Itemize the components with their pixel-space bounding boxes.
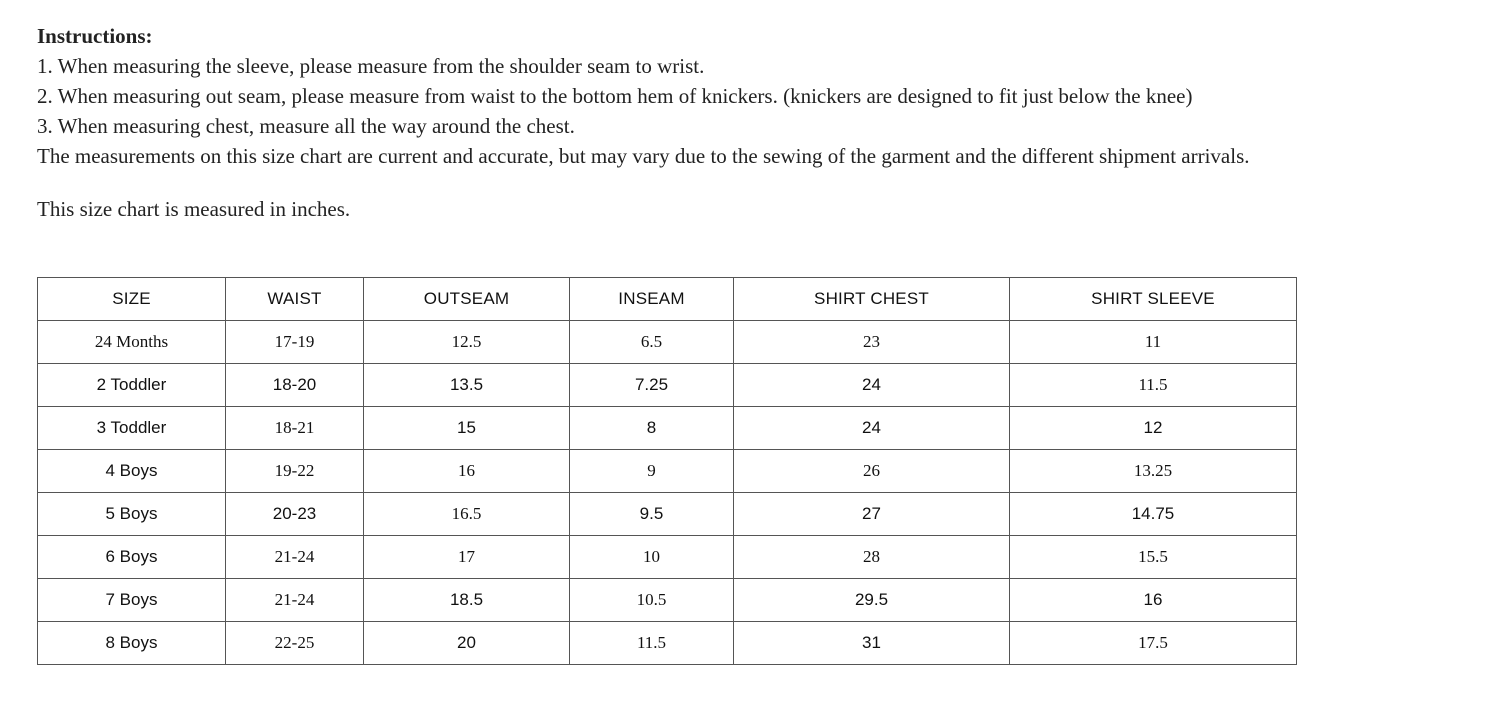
size-chart-table xyxy=(37,277,1297,665)
column-header-size: SIZE xyxy=(38,278,226,321)
instruction-line-sleeve: 1. When measuring the sleeve, please measure from the shoulder seam to wrist. xyxy=(37,54,705,78)
inseam-cell: 9 xyxy=(570,450,734,493)
inseam-cell: 11.5 xyxy=(570,622,734,665)
unit-note: This size chart is measured in inches. xyxy=(37,197,351,221)
shirt-chest-cell: 27 xyxy=(734,493,1010,536)
instructions-heading: Instructions: xyxy=(37,24,153,48)
inseam-cell: 10.5 xyxy=(570,579,734,622)
outseam-cell: 18.5 xyxy=(364,579,570,622)
shirt-sleeve-cell: 12 xyxy=(1010,407,1297,450)
size-cell: 8 Boys xyxy=(38,622,226,665)
inseam-cell: 7.25 xyxy=(570,364,734,407)
waist-cell: 22-25 xyxy=(226,622,364,665)
column-header-outseam: OUTSEAM xyxy=(364,278,570,321)
table-row xyxy=(38,450,1297,493)
waist-cell: 18-20 xyxy=(226,364,364,407)
shirt-sleeve-cell: 11.5 xyxy=(1010,364,1297,407)
shirt-sleeve-cell: 17.5 xyxy=(1010,622,1297,665)
waist-cell: 21-24 xyxy=(226,536,364,579)
table-row xyxy=(38,622,1297,665)
size-cell: 7 Boys xyxy=(38,579,226,622)
table-row xyxy=(38,493,1297,536)
outseam-cell: 16 xyxy=(364,450,570,493)
instructions-block xyxy=(37,21,1250,224)
instruction-line-outseam: 2. When measuring out seam, please measure from waist to the bottom hem of knickers. (knickers are designed to fit just below the knee) xyxy=(37,84,1193,108)
waist-cell: 21-24 xyxy=(226,579,364,622)
shirt-chest-cell: 26 xyxy=(734,450,1010,493)
shirt-chest-cell: 23 xyxy=(734,321,1010,364)
column-header-shirt-chest: SHIRT CHEST xyxy=(734,278,1010,321)
shirt-chest-cell: 29.5 xyxy=(734,579,1010,622)
outseam-cell: 16.5 xyxy=(364,493,570,536)
table-row xyxy=(38,364,1297,407)
column-header-inseam: INSEAM xyxy=(570,278,734,321)
inseam-cell: 6.5 xyxy=(570,321,734,364)
size-cell: 6 Boys xyxy=(38,536,226,579)
shirt-chest-cell: 31 xyxy=(734,622,1010,665)
outseam-cell: 17 xyxy=(364,536,570,579)
outseam-cell: 20 xyxy=(364,622,570,665)
size-cell: 2 Toddler xyxy=(38,364,226,407)
size-cell: 3 Toddler xyxy=(38,407,226,450)
shirt-sleeve-cell: 15.5 xyxy=(1010,536,1297,579)
size-cell: 24 Months xyxy=(38,321,226,364)
waist-cell: 19-22 xyxy=(226,450,364,493)
outseam-cell: 15 xyxy=(364,407,570,450)
shirt-chest-cell: 28 xyxy=(734,536,1010,579)
shirt-sleeve-cell: 14.75 xyxy=(1010,493,1297,536)
table-row xyxy=(38,579,1297,622)
table-header-row xyxy=(38,278,1297,321)
size-cell: 4 Boys xyxy=(38,450,226,493)
instruction-line-chest: 3. When measuring chest, measure all the way around the chest. xyxy=(37,114,575,138)
outseam-cell: 12.5 xyxy=(364,321,570,364)
shirt-sleeve-cell: 16 xyxy=(1010,579,1297,622)
outseam-cell: 13.5 xyxy=(364,364,570,407)
inseam-cell: 9.5 xyxy=(570,493,734,536)
size-cell: 5 Boys xyxy=(38,493,226,536)
waist-cell: 18-21 xyxy=(226,407,364,450)
table-row xyxy=(38,407,1297,450)
inseam-cell: 10 xyxy=(570,536,734,579)
table-row xyxy=(38,321,1297,364)
waist-cell: 17-19 xyxy=(226,321,364,364)
waist-cell: 20-23 xyxy=(226,493,364,536)
inseam-cell: 8 xyxy=(570,407,734,450)
shirt-sleeve-cell: 11 xyxy=(1010,321,1297,364)
shirt-sleeve-cell: 13.25 xyxy=(1010,450,1297,493)
column-header-waist: WAIST xyxy=(226,278,364,321)
table-row xyxy=(38,536,1297,579)
shirt-chest-cell: 24 xyxy=(734,407,1010,450)
shirt-chest-cell: 24 xyxy=(734,364,1010,407)
column-header-shirt-sleeve: SHIRT SLEEVE xyxy=(1010,278,1297,321)
instruction-line-accuracy: The measurements on this size chart are current and accurate, but may vary due to the sewing of the garment and the different shipment arrivals. xyxy=(37,144,1250,168)
